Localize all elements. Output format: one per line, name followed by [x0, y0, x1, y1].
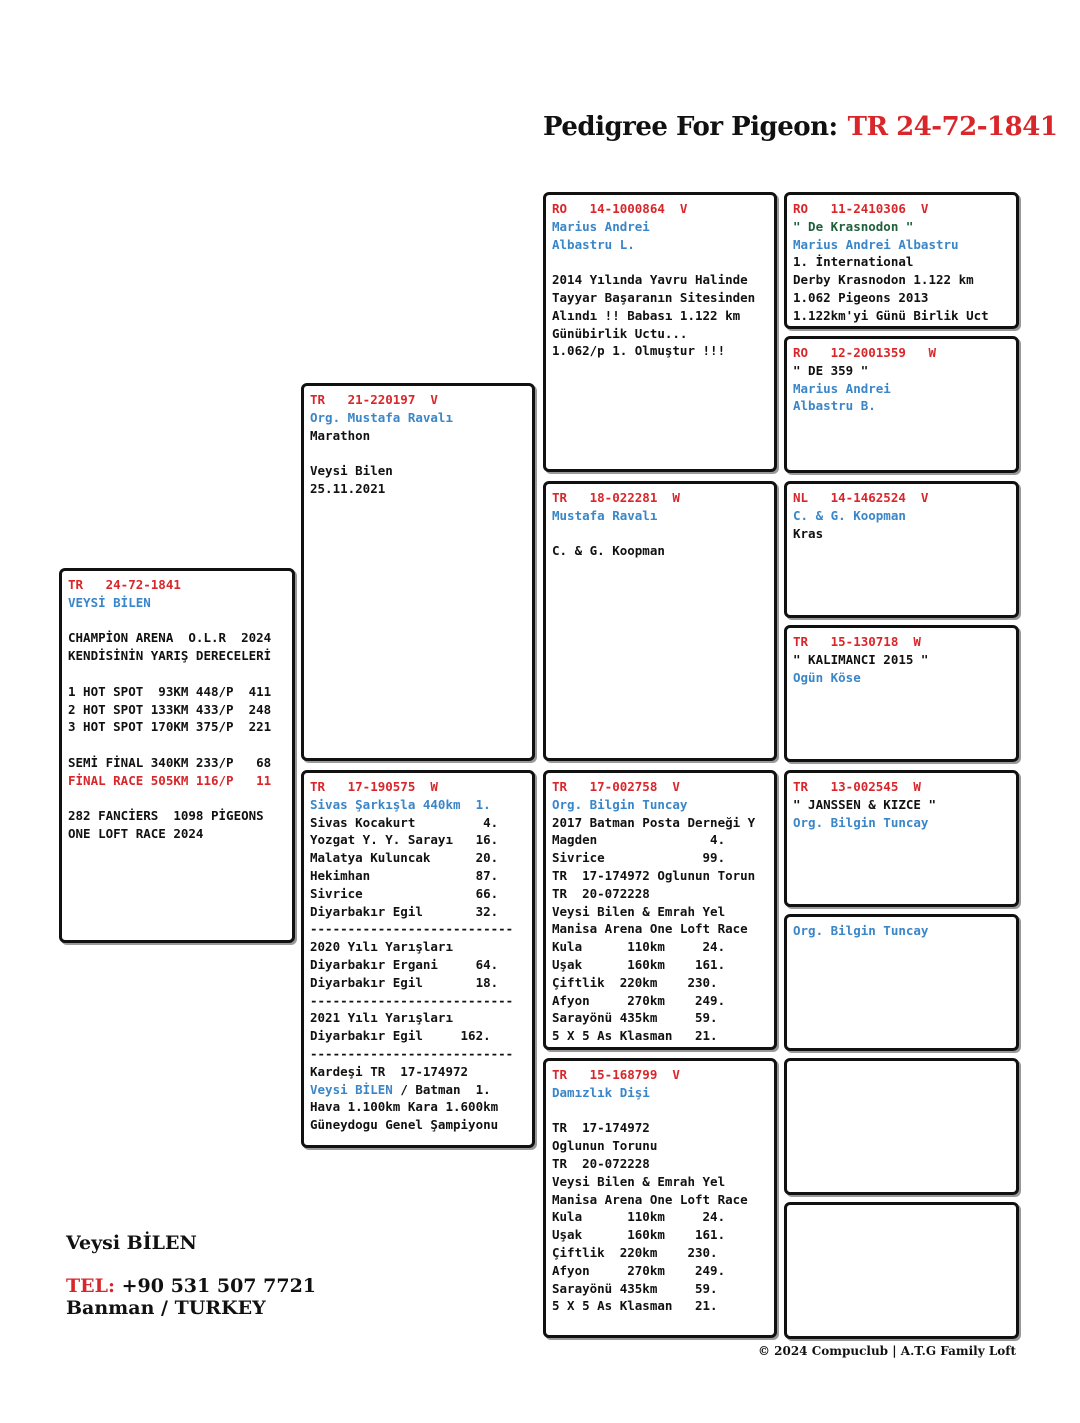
- pedigree-line: Diyarbakır Ergani 64.: [310, 956, 499, 972]
- pedigree-line: 2017 Batman Posta Derneği Y: [552, 814, 756, 830]
- ds-dam-card: [784, 914, 1019, 1051]
- pedigree-line: [552, 1102, 768, 1120]
- pedigree-line: Diyarbakır Egil 32.: [310, 903, 499, 919]
- pedigree-line: Sivas Şarkışla 440km 1.: [310, 796, 491, 812]
- pedigree-line: " DE 359 ": [793, 362, 869, 378]
- pedigree-line: Günübirlik Uctu...: [552, 325, 688, 341]
- pedigree-line: Uşak 160km 161.: [552, 1227, 726, 1243]
- pedigree-line: Tayyar Başaranın Sitesinden: [552, 289, 756, 305]
- pedigree-line: " JANSSEN & KIZCE ": [793, 796, 936, 812]
- pedigree-line: Afyon 270km 249.: [552, 992, 726, 1008]
- phone-number: +90 531 507 7721: [115, 1275, 317, 1297]
- pedigree-line: 5 X 5 As Klasman 21.: [552, 1028, 718, 1044]
- ss-dam-card: [784, 336, 1019, 473]
- pedigree-line: [68, 665, 286, 683]
- pedigree-line: 282 FANCİERS 1098 PİGEONS: [68, 808, 264, 824]
- pedigree-line: 1.122km'yi Günü Birlik Uct: [793, 307, 989, 323]
- pedigree-line: Org. Bilgin Tuncay: [793, 814, 929, 830]
- dam-card: [301, 770, 535, 1148]
- pedigree-line: TR 20-072228: [552, 885, 650, 901]
- pedigree-line: 1.062/p 1. Olmuştur !!!: [552, 343, 726, 359]
- pedigree-line: " KALIMANCI 2015 ": [793, 651, 929, 667]
- pedigree-line: [68, 612, 286, 630]
- sire-dam-card: [543, 481, 777, 761]
- pedigree-line: ONE LOFT RACE 2024: [68, 826, 204, 842]
- pedigree-line: Çiftlik 220km 230.: [552, 1244, 718, 1260]
- pedigree-line: Damızlık Dişi: [552, 1084, 650, 1100]
- pedigree-line: TR 17-174972: [552, 1120, 650, 1136]
- pedigree-line: CHAMPİON ARENA O.L.R 2024: [68, 630, 272, 646]
- pedigree-line: TR 21-220197 V: [310, 392, 438, 407]
- pedigree-line: 2021 Yılı Yarışları: [310, 1010, 453, 1026]
- pedigree-line: " De Krasnodon ": [793, 218, 914, 234]
- pedigree-line: 25.11.2021: [310, 480, 386, 496]
- pedigree-line-part: Veysi BİLEN: [310, 1081, 393, 1097]
- pedigree-line: Kras: [793, 525, 824, 541]
- pedigree-line: Albastru L.: [552, 236, 635, 252]
- pedigree-line: 5 X 5 As Klasman 21.: [552, 1298, 718, 1314]
- pedigree-line: TR 18-022281 W: [552, 490, 680, 505]
- pedigree-line: Org. Mustafa Ravalı: [310, 409, 453, 425]
- pedigree-line: Çiftlik 220km 230.: [552, 974, 718, 990]
- page-title: [543, 112, 1057, 142]
- pedigree-line: Kula 110km 24.: [552, 939, 726, 955]
- pedigree-line: Diyarbakır Egil 162.: [310, 1028, 491, 1044]
- pedigree-line: Hekimhan 87.: [310, 867, 499, 883]
- pedigree-line: 2014 Yılında Yavru Halinde: [552, 272, 748, 288]
- pedigree-line: Org. Bilgin Tuncay: [552, 796, 688, 812]
- pedigree-line: Uşak 160km 161.: [552, 956, 726, 972]
- pedigree-line: Derby Krasnodon 1.122 km: [793, 272, 974, 288]
- pedigree-line: 3 HOT SPOT 170KM 375/P 221: [68, 719, 272, 735]
- pedigree-line: 2 HOT SPOT 133KM 433/P 248: [68, 701, 272, 717]
- pedigree-line: Veysi Bilen: [310, 463, 393, 479]
- sire-sire-card: [543, 192, 777, 472]
- pedigree-line: Mustafa Ravalı: [552, 507, 658, 523]
- ds-sire-card: [784, 770, 1019, 907]
- ss-sire-card: [784, 192, 1019, 329]
- pedigree-line: ---------------------------: [310, 921, 514, 937]
- pedigree-line: Afyon 270km 249.: [552, 1262, 726, 1278]
- title-ring-number: TR 24-72-1841: [847, 112, 1058, 142]
- pedigree-line: C. & G. Koopman: [793, 507, 906, 523]
- phone-label: TEL:: [66, 1275, 115, 1297]
- pedigree-line: Org. Bilgin Tuncay: [793, 923, 929, 938]
- subject-pigeon-card: [59, 568, 295, 943]
- pedigree-line: Manisa Arena One Loft Race: [552, 921, 748, 937]
- pedigree-line: C. & G. Koopman: [552, 543, 665, 559]
- title-prefix: Pedigree For Pigeon:: [543, 112, 838, 142]
- pedigree-line: KENDİSİNİN YARIŞ DERECELERİ: [68, 648, 272, 664]
- pedigree-line: VEYSİ BİLEN: [68, 594, 151, 610]
- pedigree-line: 1.062 Pigeons 2013: [793, 289, 929, 305]
- pedigree-line: TR 15-130718 W: [793, 634, 921, 649]
- pedigree-line: Manisa Arena One Loft Race: [552, 1191, 748, 1207]
- sd-dam-card: [784, 625, 1019, 762]
- dam-sire-card: [543, 770, 777, 1050]
- pedigree-line: TR 17-190575 W: [310, 779, 438, 794]
- pedigree-line: Magden 4.: [552, 832, 726, 848]
- pedigree-line: Sarayönü 435km 59.: [552, 1010, 718, 1026]
- sire-card: [301, 383, 535, 761]
- dam-dam-card: [543, 1058, 777, 1338]
- pedigree-line: Marius Andrei: [793, 380, 891, 396]
- pedigree-line: TR 17-174972 Oglunun Torun: [552, 867, 756, 883]
- pedigree-line: Albastru B.: [793, 398, 876, 414]
- pedigree-line: Sarayönü 435km 59.: [552, 1280, 718, 1296]
- pedigree-line: SEMİ FİNAL 340KM 233/P 68: [68, 754, 272, 770]
- pedigree-line: 1. İnternational: [793, 254, 914, 270]
- pedigree-line: Veysi Bilen & Emrah Yel: [552, 1173, 726, 1189]
- pedigree-line: Kula 110km 24.: [552, 1209, 726, 1225]
- pedigree-line: [310, 444, 526, 462]
- owner-phone: [66, 1275, 316, 1297]
- pedigree-line: Oglunun Torunu: [552, 1138, 658, 1154]
- pedigree-line: TR 24-72-1841: [68, 577, 181, 592]
- pedigree-line: FİNAL RACE 505KM 116/P 11: [68, 772, 272, 788]
- pedigree-line: [68, 790, 286, 808]
- pedigree-line: Kardeşi TR 17-174972: [310, 1063, 469, 1079]
- pedigree-line-part: / Batman 1.: [392, 1081, 491, 1097]
- pedigree-line: Marius Andrei Albastru: [793, 236, 959, 252]
- pedigree-line: Diyarbakır Egil 18.: [310, 974, 499, 990]
- pedigree-line: 2020 Yılı Yarışları: [310, 939, 453, 955]
- pedigree-line: Veysi Bilen & Emrah Yel: [552, 903, 726, 919]
- copyright-note: © 2024 Compuclub | A.T.G Family Loft: [757, 1344, 1016, 1358]
- pedigree-line: ---------------------------: [310, 992, 514, 1008]
- pedigree-line: Marathon: [310, 427, 371, 443]
- pedigree-line: [552, 525, 768, 543]
- pedigree-line: Sivrice 66.: [310, 885, 499, 901]
- pedigree-line: RO 12-2001359 W: [793, 345, 936, 360]
- dd-sire-card: [784, 1058, 1019, 1195]
- owner-location: Banman / TURKEY: [66, 1297, 266, 1319]
- dd-dam-card: [784, 1202, 1019, 1339]
- pedigree-line: Sivas Kocakurt 4.: [310, 814, 499, 830]
- pedigree-line: TR 17-002758 V: [552, 779, 680, 794]
- pedigree-line: [310, 1081, 526, 1099]
- pedigree-line: Alındı !! Babası 1.122 km: [552, 307, 741, 323]
- sd-sire-card: [784, 481, 1019, 618]
- pedigree-line: [68, 736, 286, 754]
- pedigree-line: NL 14-1462524 V: [793, 490, 929, 505]
- pedigree-line: Marius Andrei: [552, 218, 650, 234]
- pedigree-line: TR 20-072228: [552, 1155, 650, 1171]
- pedigree-line: Yozgat Y. Y. Sarayı 16.: [310, 832, 499, 848]
- pedigree-line: [552, 253, 768, 271]
- pedigree-line: Malatya Kuluncak 20.: [310, 850, 499, 866]
- pedigree-line: Güneydogu Genel Şampiyonu: [310, 1117, 499, 1133]
- pedigree-line: TR 13-002545 W: [793, 779, 921, 794]
- pedigree-line: Hava 1.100km Kara 1.600km: [310, 1099, 499, 1115]
- pedigree-line: TR 15-168799 V: [552, 1067, 680, 1082]
- pedigree-line: ---------------------------: [310, 1045, 514, 1061]
- pedigree-line: Sivrice 99.: [552, 850, 726, 866]
- pedigree-line: Ogün Köse: [793, 669, 861, 685]
- pedigree-line: RO 14-1000864 V: [552, 201, 688, 216]
- owner-name: Veysi BİLEN: [66, 1232, 197, 1254]
- pedigree-line: 1 HOT SPOT 93KM 448/P 411: [68, 683, 272, 699]
- pedigree-line: RO 11-2410306 V: [793, 201, 929, 216]
